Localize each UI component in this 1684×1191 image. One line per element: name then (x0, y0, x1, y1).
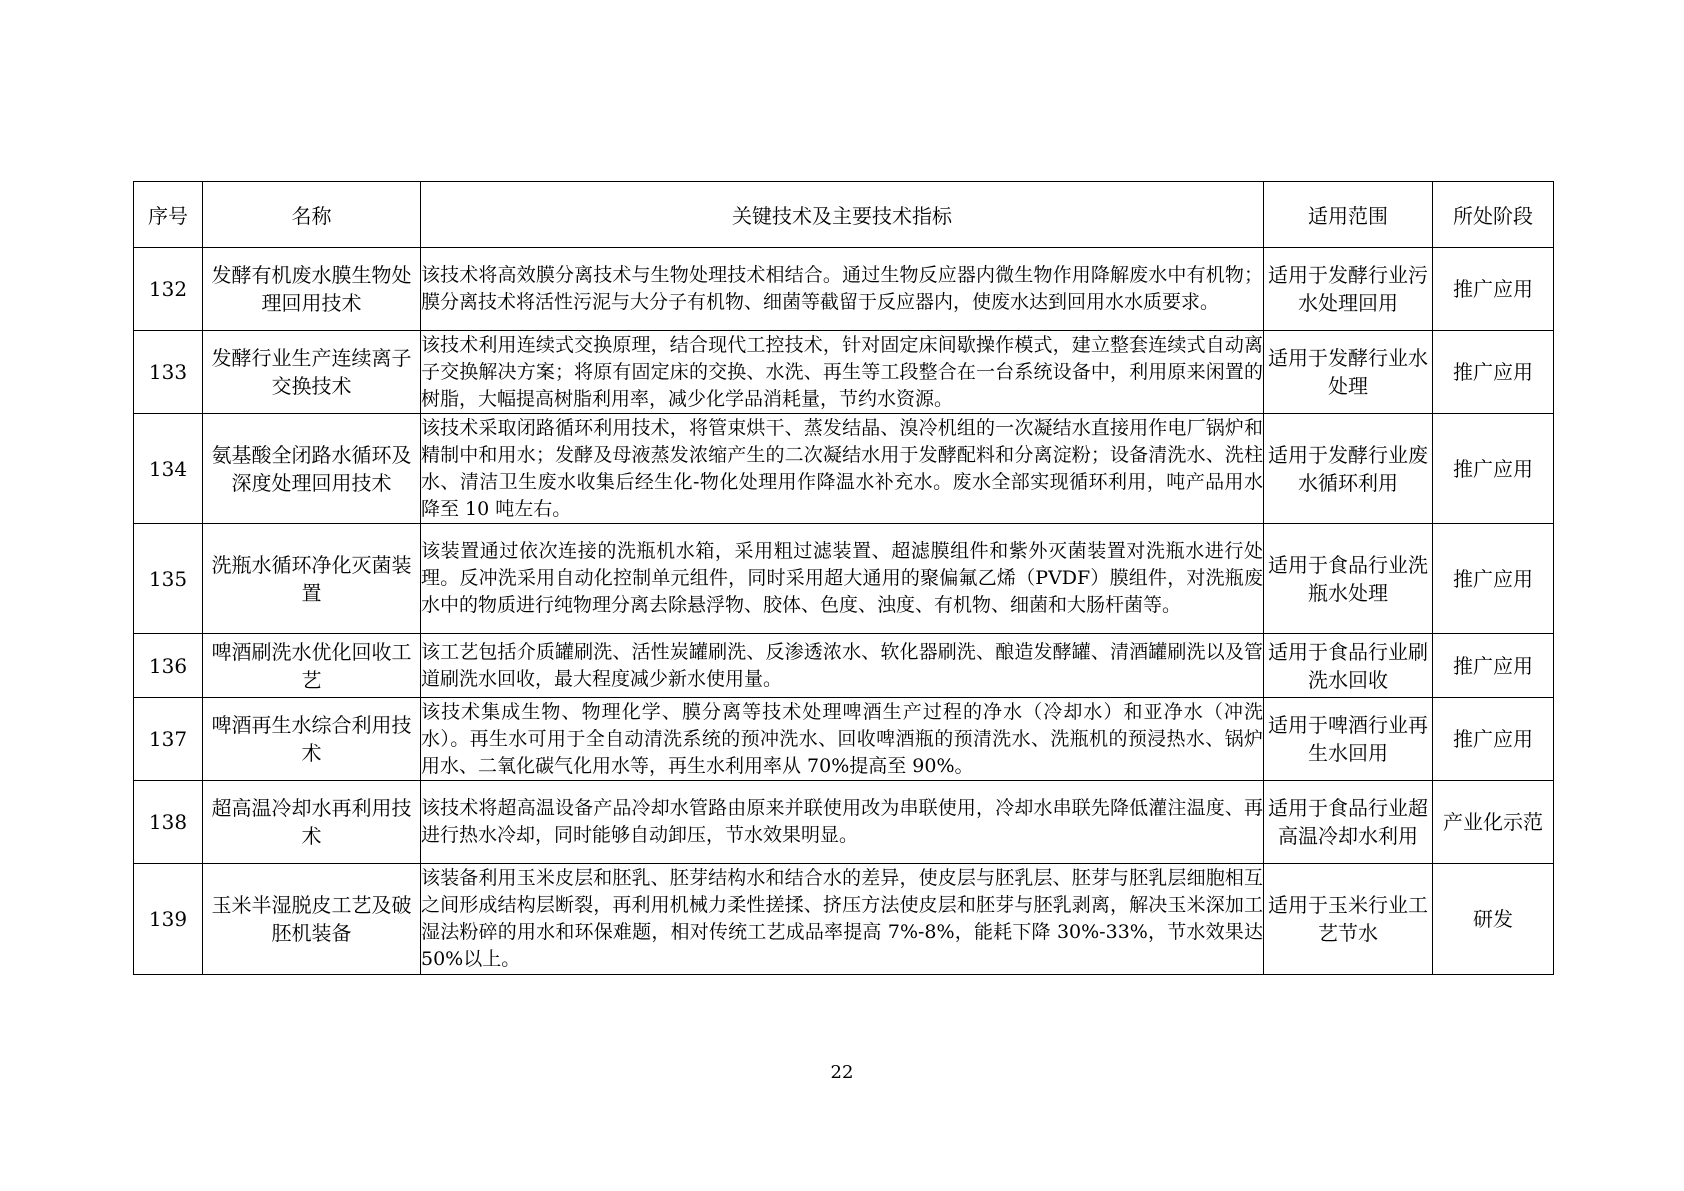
table-row (134, 698, 1554, 781)
row-description: 该技术集成生物、物理化学、膜分离等技术处理啤酒生产过程的净水（冷却水）和亚净水（冲洗水）。再生水可用于全自动清洗系统的预冲洗水、回收啤酒瓶的预清洗水、洗瓶机的预浸热水、锅炉用水、二氧化碳气化用水等，再生水利用率从 70%提高至 90%。 (421, 698, 1264, 781)
table-row (134, 331, 1554, 414)
header-desc: 关键技术及主要技术指标 (421, 182, 1264, 248)
row-scope: 适用于食品行业洗瓶水处理 (1264, 524, 1433, 634)
row-number: 135 (134, 524, 203, 634)
row-name: 洗瓶水循环净化灭菌装置 (203, 524, 421, 634)
row-description: 该技术采取闭路循环利用技术，将管束烘干、蒸发结晶、溴冷机组的一次凝结水直接用作电厂锅炉和精制中和用水；发酵及母液蒸发浓缩产生的二次凝结水用于发酵配料和分离淀粉；设备清洗水、洗柱水、清洁卫生废水收集后经生化-物化处理用作降温水补充水。废水全部实现循环利用，吨产品用水降至 10 吨左右。 (421, 414, 1264, 524)
table-row (134, 634, 1554, 698)
row-description: 该工艺包括介质罐刷洗、活性炭罐刷洗、反渗透浓水、软化器刷洗、酿造发酵罐、清酒罐刷洗以及管道刷洗水回收，最大程度减少新水使用量。 (421, 634, 1264, 698)
header-no: 序号 (134, 182, 203, 248)
row-number: 136 (134, 634, 203, 698)
row-name: 啤酒再生水综合利用技术 (203, 698, 421, 781)
page-number: 22 (830, 1062, 854, 1083)
row-scope: 适用于食品行业刷洗水回收 (1264, 634, 1433, 698)
row-scope: 适用于玉米行业工艺节水 (1264, 864, 1433, 975)
row-number: 137 (134, 698, 203, 781)
row-description: 该装备利用玉米皮层和胚乳、胚芽结构水和结合水的差异，使皮层与胚乳层、胚芽与胚乳层细胞相互之间形成结构层断裂，再利用机械力柔性搓揉、挤压方法使皮层和胚芽与胚乳剥离，解决玉米深加工湿法粉碎的用水和环保难题，相对传统工艺成品率提高 7%-8%，能耗下降 30%-33%，节水效果达 50%以上。 (421, 864, 1264, 975)
row-scope: 适用于发酵行业废水循环利用 (1264, 414, 1433, 524)
row-name: 超高温冷却水再利用技术 (203, 781, 421, 864)
row-stage: 推广应用 (1433, 698, 1554, 781)
table-row (134, 864, 1554, 975)
row-scope: 适用于发酵行业水处理 (1264, 331, 1433, 414)
header-scope: 适用范围 (1264, 182, 1433, 248)
table-row (134, 524, 1554, 634)
row-name: 发酵行业生产连续离子交换技术 (203, 331, 421, 414)
row-description: 该技术利用连续式交换原理，结合现代工控技术，针对固定床间歇操作模式，建立整套连续式自动离子交换解决方案；将原有固定床的交换、水洗、再生等工段整合在一台系统设备中，利用原来闲置的树脂，大幅提高树脂利用率，减少化学品消耗量，节约水资源。 (421, 331, 1264, 414)
row-description: 该技术将高效膜分离技术与生物处理技术相结合。通过生物反应器内微生物作用降解废水中有机物；膜分离技术将活性污泥与大分子有机物、细菌等截留于反应器内，使废水达到回用水水质要求。 (421, 248, 1264, 331)
row-stage: 研发 (1433, 864, 1554, 975)
row-stage: 推广应用 (1433, 634, 1554, 698)
table-header-row (134, 182, 1554, 248)
table-row (134, 248, 1554, 331)
row-scope: 适用于食品行业超高温冷却水利用 (1264, 781, 1433, 864)
row-number: 132 (134, 248, 203, 331)
row-name: 玉米半湿脱皮工艺及破胚机装备 (203, 864, 421, 975)
row-number: 133 (134, 331, 203, 414)
row-name: 啤酒刷洗水优化回收工艺 (203, 634, 421, 698)
header-name: 名称 (203, 182, 421, 248)
row-description: 该技术将超高温设备产品冷却水管路由原来并联使用改为串联使用，冷却水串联先降低灌注温度、再进行热水冷却，同时能够自动卸压，节水效果明显。 (421, 781, 1264, 864)
header-stage: 所处阶段 (1433, 182, 1554, 248)
row-description: 该装置通过依次连接的洗瓶机水箱，采用粗过滤装置、超滤膜组件和紫外灭菌装置对洗瓶水进行处理。反冲洗采用自动化控制单元组件，同时采用超大通用的聚偏氟乙烯（PVDF）膜组件，对洗瓶废水中的物质进行纯物理分离去除悬浮物、胶体、色度、浊度、有机物、细菌和大肠杆菌等。 (421, 524, 1264, 634)
row-stage: 产业化示范 (1433, 781, 1554, 864)
row-stage: 推广应用 (1433, 331, 1554, 414)
row-stage: 推广应用 (1433, 524, 1554, 634)
row-number: 138 (134, 781, 203, 864)
row-name: 氨基酸全闭路水循环及深度处理回用技术 (203, 414, 421, 524)
row-stage: 推广应用 (1433, 414, 1554, 524)
row-scope: 适用于发酵行业污水处理回用 (1264, 248, 1433, 331)
row-number: 134 (134, 414, 203, 524)
row-number: 139 (134, 864, 203, 975)
row-scope: 适用于啤酒行业再生水回用 (1264, 698, 1433, 781)
technology-table (133, 181, 1554, 975)
row-stage: 推广应用 (1433, 248, 1554, 331)
table-row (134, 414, 1554, 524)
table-row (134, 781, 1554, 864)
row-name: 发酵有机废水膜生物处理回用技术 (203, 248, 421, 331)
